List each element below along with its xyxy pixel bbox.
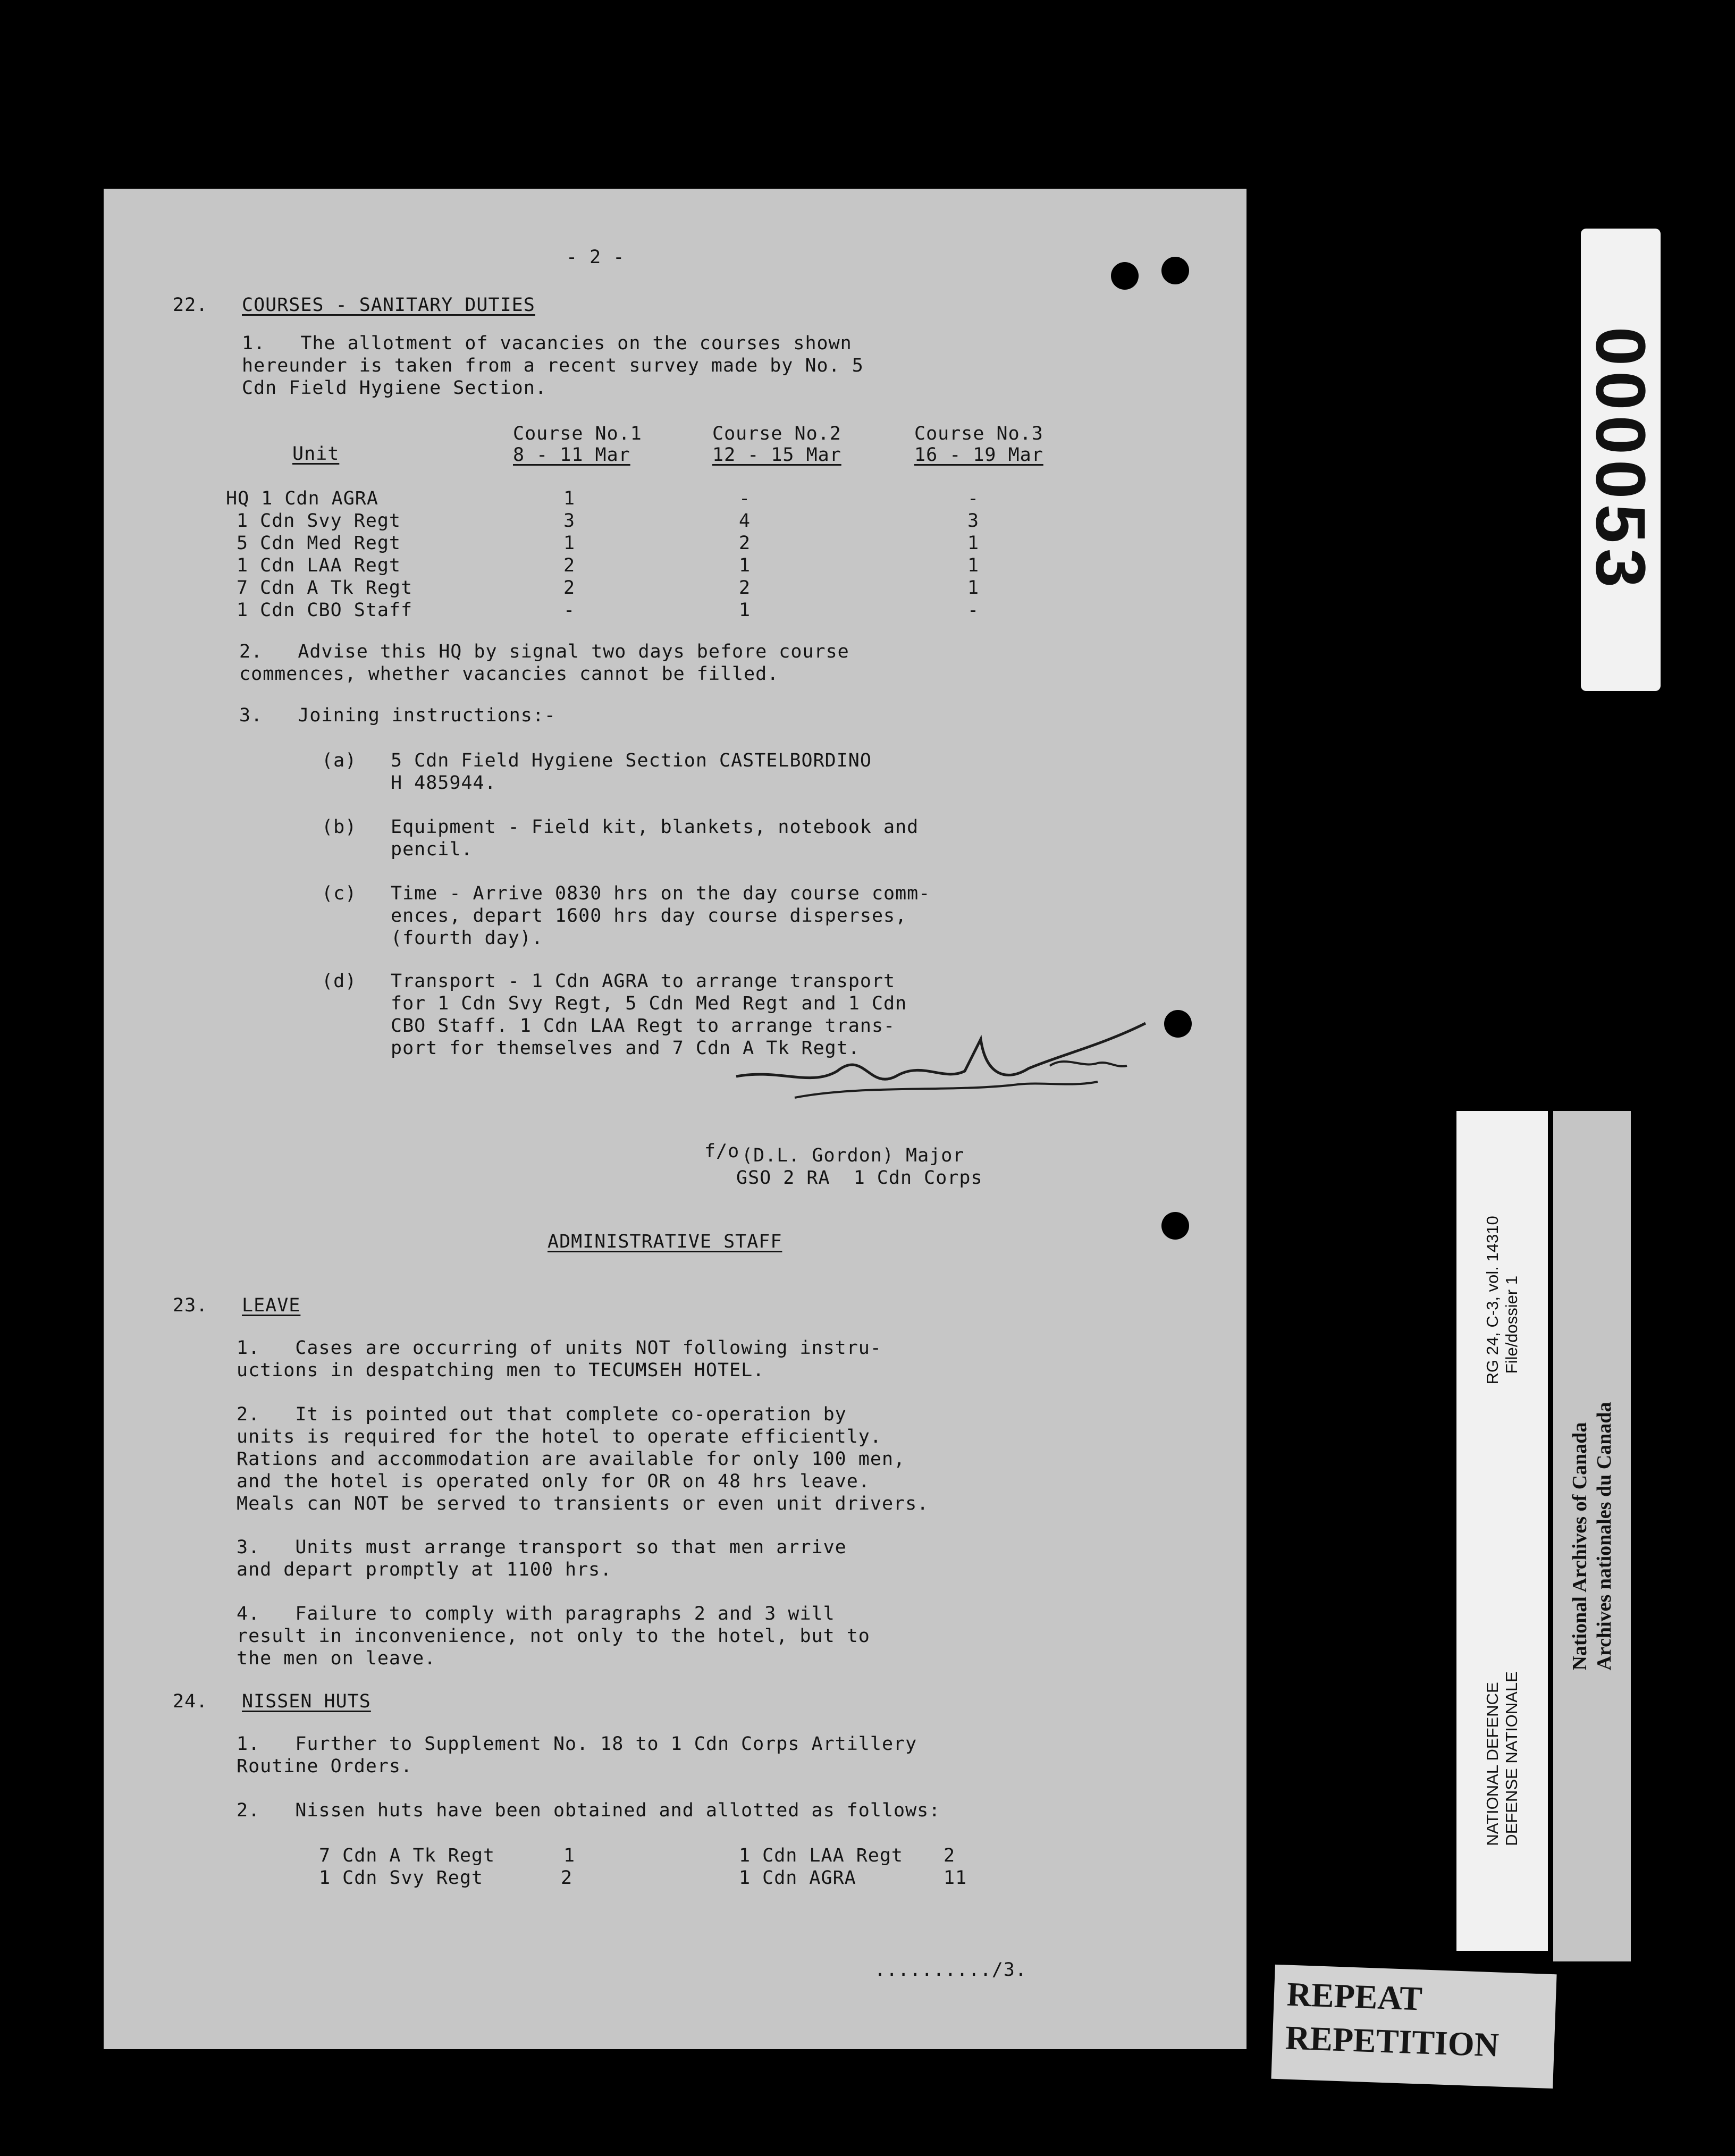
section-number: 23. (173, 1295, 208, 1316)
table-cell: 3 (967, 510, 980, 532)
signature-prefix: f/o (704, 1141, 740, 1162)
stamp-line: REPEAT (1286, 1975, 1423, 2018)
course-dates: 8 - 11 Mar (513, 444, 630, 466)
frame-number: 000053 (1581, 326, 1660, 593)
item-text: Equipment - Field kit, blankets, notebook and pencil. (391, 816, 919, 860)
table-cell-unit: 1 Cdn CBO Staff (237, 600, 413, 621)
table-cell: 2 (563, 555, 576, 576)
table-cell: 1 (563, 488, 576, 509)
allotment-unit: 1 Cdn Svy Regt (319, 1867, 484, 1889)
course-dates: 12 - 15 Mar (712, 444, 841, 466)
table-cell: - (967, 488, 980, 509)
item-text: Transport - 1 Cdn AGRA to arrange transport for 1 Cdn Svy Regt, 5 Cdn Med Regt and 1 Cdn CBO Staff. 1 Cdn LAA Regt to arrange trans- port for themselves and 7 Cdn A Tk Regt. (391, 971, 907, 1059)
table-header-unit: Unit (292, 443, 340, 465)
course-header: Course No.2 (712, 423, 841, 444)
paragraph: 3. Joining instructions:- (239, 705, 556, 726)
section-title: COURSES - SANITARY DUTIES (242, 294, 535, 316)
allotment-unit: 1 Cdn LAA Regt (739, 1845, 904, 1866)
course-header: Course No.3 (914, 423, 1043, 444)
table-cell: - (739, 488, 751, 509)
table-cell: 3 (563, 510, 576, 532)
table-cell-unit: 7 Cdn A Tk Regt (237, 577, 413, 599)
allotment-count: 1 (563, 1845, 576, 1866)
table-cell: 1 (739, 555, 751, 576)
punch-hole (1161, 1212, 1189, 1240)
ref-line: File/dossier 1 (1502, 1275, 1521, 1374)
archives-name (1568, 1402, 1616, 1670)
document-page (104, 189, 1246, 2049)
frame-number-label (1581, 229, 1661, 691)
table-cell-unit: 1 Cdn Svy Regt (237, 510, 401, 532)
item-letter: (b) (322, 816, 357, 838)
table-cell: 1 (967, 555, 980, 576)
paragraph: 2. It is pointed out that complete co-operation by units is required for the hotel to operate efficiently. Rations and accommodation are available for only 100 men, and the hotel is operated only for OR on 48 hrs leave. Meals can NOT be served to transients or even unit drivers. (237, 1404, 929, 1514)
paragraph: 2. Advise this HQ by signal two days before course commences, whether vacancies cannot be filled. (239, 641, 849, 685)
section-number: 24. (173, 1691, 208, 1712)
dept-line: DEFENSE NATIONALE (1502, 1671, 1521, 1846)
allotment-count: 2 (944, 1845, 956, 1866)
section-title: NISSEN HUTS (242, 1691, 371, 1712)
table-cell: 2 (563, 577, 576, 599)
continued-marker: ........../3. (874, 1959, 1027, 1981)
table-cell: 1 (967, 533, 980, 554)
table-cell-unit: HQ 1 Cdn AGRA (226, 488, 378, 509)
archive-reference-label (1456, 1111, 1548, 1951)
stamp-line: REPETITION (1284, 2018, 1500, 2064)
section-title: LEAVE (242, 1295, 301, 1316)
archives-line-en: National Archives of Canada (1569, 1422, 1591, 1671)
item-letter: (d) (322, 971, 357, 992)
repeat-stamp (1271, 1965, 1556, 2088)
archives-line-fr: Archives nationales du Canada (1593, 1402, 1615, 1671)
table-cell: - (563, 600, 576, 621)
allotment-count: 2 (561, 1867, 573, 1889)
allotment-unit: 1 Cdn AGRA (739, 1867, 856, 1889)
item-letter: (a) (322, 750, 357, 771)
signatory-name: (D.L. Gordon) Major (742, 1145, 965, 1166)
paragraph: 1. Further to Supplement No. 18 to 1 Cdn Corps Artillery Routine Orders. (237, 1733, 917, 1777)
item-text: 5 Cdn Field Hygiene Section CASTELBORDINO H 485944. (391, 750, 872, 794)
table-cell: 1 (739, 600, 751, 621)
signatory-title: GSO 2 RA 1 Cdn Corps (736, 1167, 983, 1189)
table-cell: 2 (739, 533, 751, 554)
page-number: - 2 - (566, 247, 625, 268)
dept-line: NATIONAL DEFENCE (1483, 1682, 1502, 1846)
item-letter: (c) (322, 883, 357, 904)
handwritten-signature (731, 1018, 1177, 1124)
archives-label (1553, 1111, 1631, 1961)
paragraph: 1. Cases are occurring of units NOT following instru- uctions in despatching men to TECUMSEH HOTEL. (237, 1337, 882, 1381)
paragraph: 3. Units must arrange transport so that men arrive and depart promptly at 1100 hrs. (237, 1537, 847, 1580)
table-cell: 1 (967, 577, 980, 599)
punch-hole (1111, 262, 1139, 290)
table-cell-unit: 1 Cdn LAA Regt (237, 555, 401, 576)
table-cell-unit: 5 Cdn Med Regt (237, 533, 401, 554)
table-cell: 4 (739, 510, 751, 532)
ref-line: RG 24, C-3, vol. 14310 (1483, 1216, 1502, 1385)
table-cell: - (967, 600, 980, 621)
table-cell: 1 (563, 533, 576, 554)
table-cell: 2 (739, 577, 751, 599)
admin-heading: ADMINISTRATIVE STAFF (548, 1231, 782, 1252)
archive-reference-text (1483, 1216, 1521, 1846)
item-text: Time - Arrive 0830 hrs on the day course comm- ences, depart 1600 hrs day course disperses, (fourth day). (391, 883, 931, 949)
paragraph: 2. Nissen huts have been obtained and allotted as follows: (237, 1800, 941, 1821)
punch-hole (1161, 257, 1189, 284)
course-dates: 16 - 19 Mar (914, 444, 1043, 466)
section-number: 22. (173, 294, 208, 316)
paragraph: 1. The allotment of vacancies on the courses shown hereunder is taken from a recent survey made by No. 5 Cdn Field Hygiene Section. (242, 333, 864, 399)
paragraph: 4. Failure to comply with paragraphs 2 and 3 will result in inconvenience, not only to the hotel, but to the men on leave. (237, 1603, 870, 1669)
course-header: Course No.1 (513, 423, 642, 444)
allotment-count: 11 (944, 1867, 967, 1889)
allotment-unit: 7 Cdn A Tk Regt (319, 1845, 495, 1866)
